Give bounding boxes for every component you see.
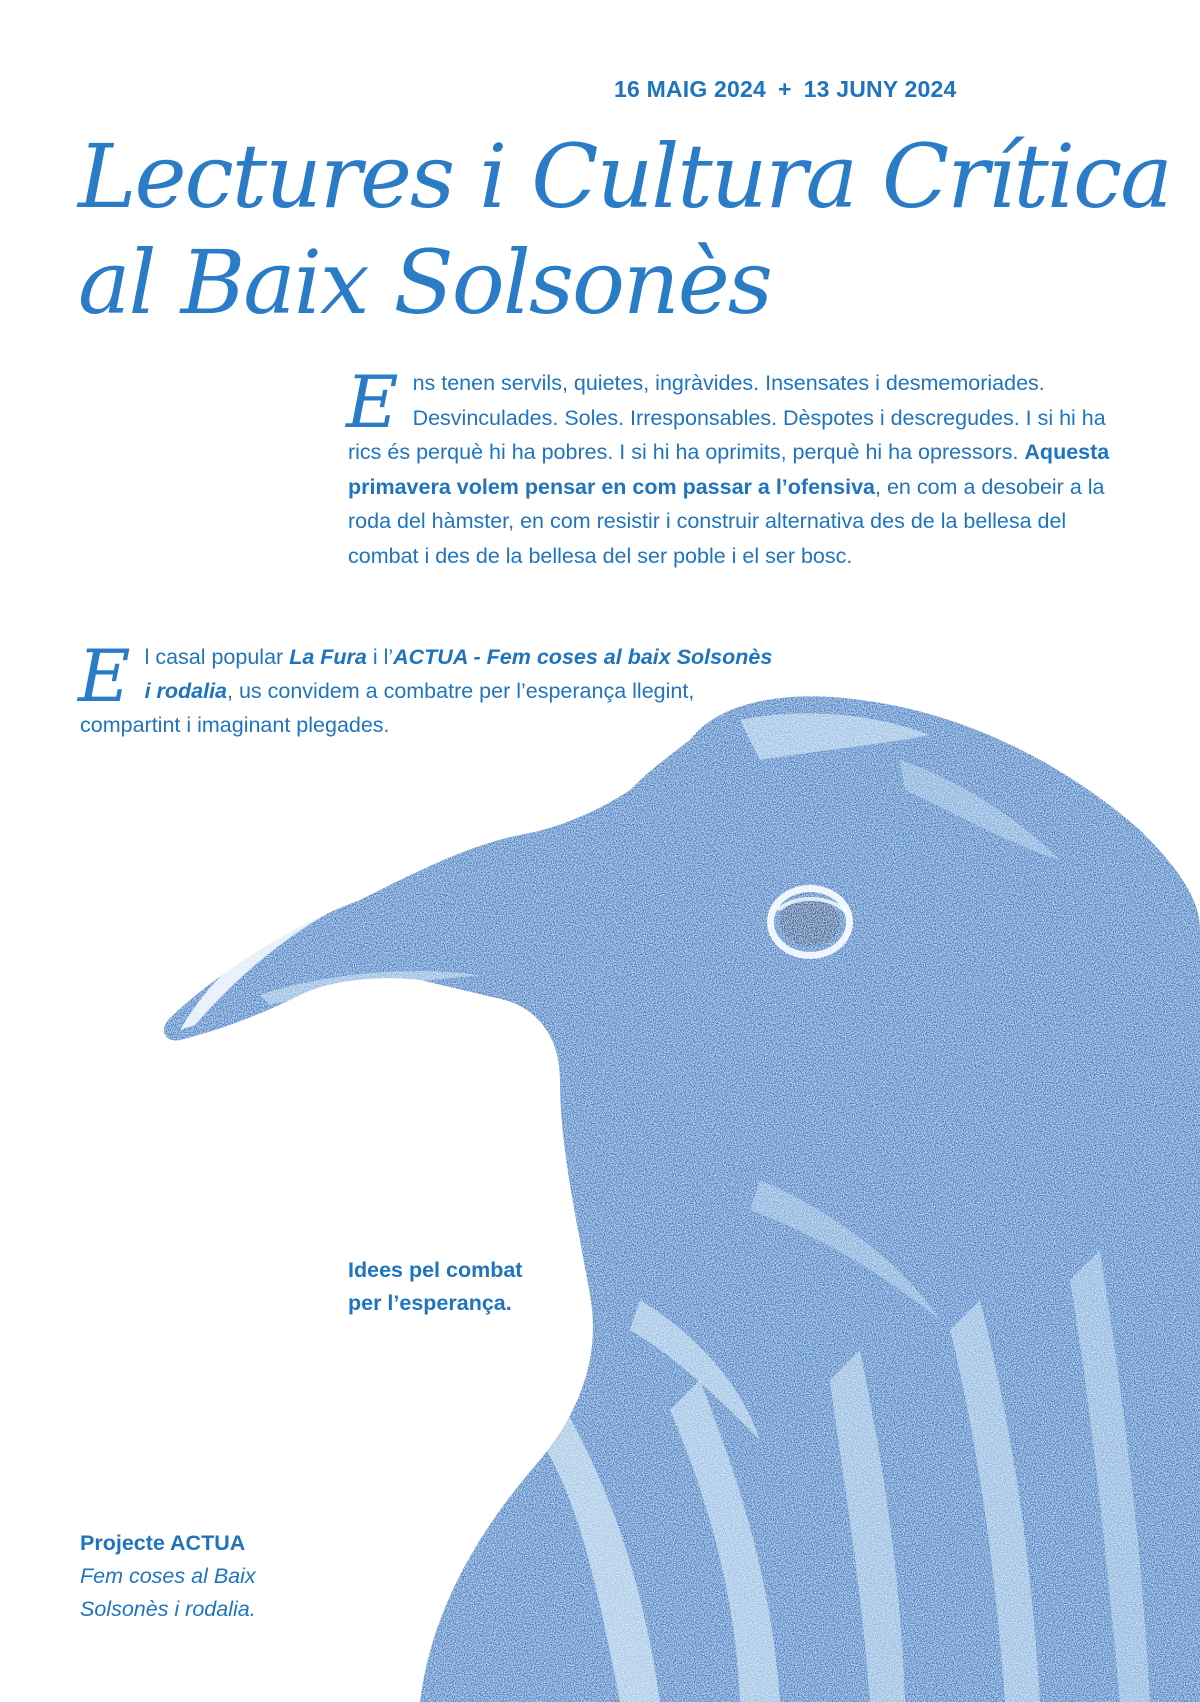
slogan-line-2: per l’esperança. [348, 1291, 512, 1315]
title-line-2: al Baix Solsonès [78, 231, 771, 334]
invite-text-3: , us convidem a combatre per l’esperança llegint, compartint i imaginant plegades. [80, 679, 695, 737]
intro-text-start: ns tenen servils, quietes, ingràvides. Insensates i desmemoriades. Desvinculades. Soles. Irresponsables. Dèspotes i descregudes. I si hi ha rics és perquè hi ha pobres. I si hi ha oprimits, perquè hi ha opressors. [348, 371, 1106, 464]
invite-text-2: i l’ [366, 645, 394, 669]
slogan [348, 1254, 648, 1320]
project-credit [80, 1527, 400, 1626]
intro-paragraph [346, 360, 1138, 573]
invite-text-1: l casal popular [144, 645, 290, 669]
invite-dropcap: E [78, 634, 131, 718]
invite-org-1: La Fura [289, 645, 367, 669]
slogan-line-1: Idees pel combat [348, 1258, 523, 1282]
date-separator: + [777, 76, 792, 102]
intro-bold-text: Aquesta primavera volem pensar en com passar a l’ofensiva [348, 440, 1110, 499]
date-start: 16 MAIG 2024 [614, 76, 766, 102]
intro-dropcap: E [346, 360, 399, 444]
event-dates [614, 76, 1134, 103]
date-end: 13 JUNY 2024 [803, 76, 957, 102]
invite-org-2: ACTUA - Fem coses al baix Solsonès i rodalia [144, 645, 773, 703]
project-tagline-1: Fem coses al Baix [80, 1564, 256, 1588]
project-name: Projecte ACTUA [80, 1531, 246, 1555]
invite-paragraph [78, 634, 780, 742]
title-line-1: Lectures i Cultura Crítica [78, 125, 1171, 228]
page-title [78, 124, 1178, 336]
intro-text-end: , en com a desobeir a la roda del hàmster, en com resistir i construir alternativa des de la bellesa del combat i des de la bellesa del ser poble i el ser bosc. [348, 474, 1105, 568]
project-tagline-2: Solsonès i rodalia. [80, 1597, 256, 1621]
